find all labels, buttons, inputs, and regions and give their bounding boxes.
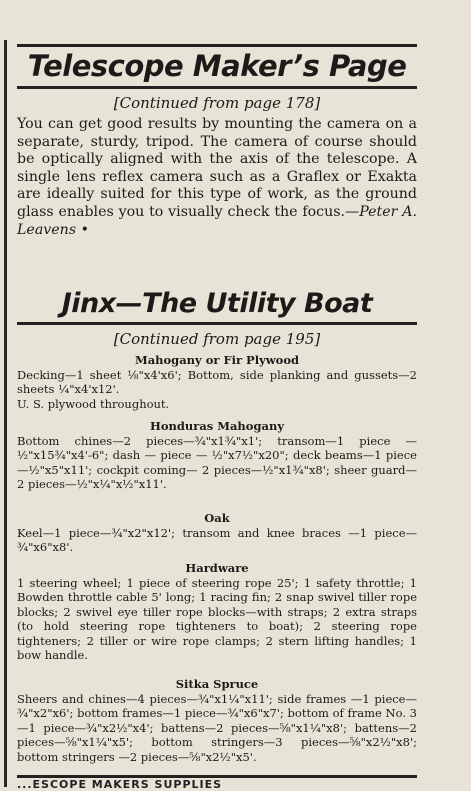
header1-bottom-rule xyxy=(17,86,417,89)
section-text: Decking—1 sheet ⅛"x4'x6'; Bottom, side planking and gussets—2 sheets ¼"x4'x12'. xyxy=(17,368,417,397)
section-text: Bottom chines—2 pieces—¾"x1¾"x1'; transom—1 piece — ½"x15¾"x4'-6"; dash — piece — ½"x7½"x20"; deck beams—1 piece—½"x5"x11'; cockpit coming— 2 pieces—½"x1¾"x8'; sheer guard—2 pieces—½"x¼"x½"x11'. xyxy=(17,434,417,492)
header2-bottom-rule xyxy=(17,322,417,325)
article1-author: Peter A. Leavens xyxy=(17,203,417,238)
section-heading: Oak xyxy=(204,511,230,525)
section-oak xyxy=(17,510,417,555)
section-heading: Honduras Mahogany xyxy=(149,419,285,433)
section-text: Sheers and chines—4 pieces—¾"x1¼"x11'; side frames —1 piece—¾"x2"x6'; bottom frames—1 piece—¾"x6"x7'; bottom of frame No. 3—1 piece—¾"x2½"x4'; battens—2 pieces—⅝"x1¼"x8'; battens—2 pieces—⅝"x1¼"x5'; bottom stringers—3 pieces—⅝"x2½"x8'; bottom stringers —2 pieces—⅝"x2½"x5'. xyxy=(17,692,417,764)
section-hardware xyxy=(17,560,417,662)
section-heading: Hardware xyxy=(185,561,249,575)
section-text: Keel—1 piece—¾"x2"x12'; transom and knee braces —1 piece—¾"x6"x8'. xyxy=(17,526,417,555)
footer-fragment: ...ESCOPE MAKERS SUPPLIES xyxy=(17,778,223,791)
section-note: U. S. plywood throughout. xyxy=(17,396,170,411)
header2-title: Jinx—The Utility Boat xyxy=(61,288,373,319)
article1-body xyxy=(17,116,417,239)
header1-top-rule xyxy=(17,44,417,47)
section-mahogany xyxy=(17,418,417,492)
section-heading: Sitka Spruce xyxy=(175,677,259,691)
section-spruce xyxy=(17,676,417,764)
header1-title: Telescope Maker’s Page xyxy=(27,49,407,83)
section-plywood xyxy=(17,352,417,411)
header1 xyxy=(17,48,417,88)
continued-note-2: [Continued from page 195] xyxy=(113,330,321,348)
end-mark: • xyxy=(80,221,89,238)
left-column-rule xyxy=(4,40,7,787)
section-text: 1 steering wheel; 1 piece of steering rope 25'; 1 safety throttle; 1 Bowden throttle cable 5' long; 1 racing fin; 2 snap swivel tiller rope blocks; 2 swivel eye tiller rope blocks—with straps; 2 extra straps (to hold steering rope tighteners to boat); 2 steering rope tighteners; 2 tiller or wire rope clamps; 2 stern lifting handles; 1 bow handle. xyxy=(17,576,417,663)
article1-text: You can get good results by mounting the camera on a separate, sturdy, tripod. The camera of course should be optically aligned with the axis of the telescope. A single lens reflex camera such as a Graflex or Exakta are ideally suited for this type of work, as the ground glass enables you to visually check the focus.— xyxy=(17,116,417,220)
section-heading: Mahogany or Fir Plywood xyxy=(134,353,300,367)
continued-note-1: [Continued from page 178] xyxy=(113,94,321,112)
